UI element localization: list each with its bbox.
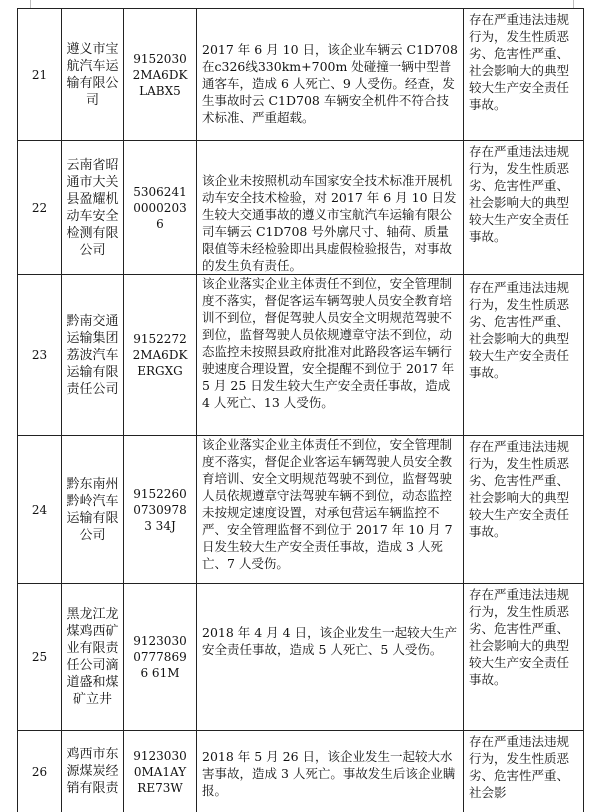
table-row <box>18 584 584 731</box>
credit-code: 91522722MA6DKERGXG <box>124 275 197 436</box>
company-name: 黑龙江龙煤鸡西矿业有限责任公司滴道盛和煤矿立井 <box>62 584 124 731</box>
row-number: 25 <box>18 584 62 731</box>
credit-code: 91520302MA6DKLABX5 <box>124 9 197 141</box>
violation-finding: 存在严重违法违规行为，发生性质恶劣、危害性严重、社会影响大的典型较大生产安全责任事故。 <box>464 584 584 731</box>
row-number: 22 <box>18 141 62 275</box>
table-row <box>18 731 584 812</box>
company-name: 遵义市宝航汽车运输有限公司 <box>62 9 124 141</box>
company-name: 云南省昭通市大关县盈耀机动车安全检测有限公司 <box>62 141 124 275</box>
table-row <box>18 275 584 436</box>
row-number: 24 <box>18 436 62 584</box>
credit-code: 912303007778696 61M <box>124 584 197 731</box>
credit-code: 530624100002036 <box>124 141 197 275</box>
table-row <box>18 141 584 275</box>
page-corner-mark-right <box>573 0 584 8</box>
incident-description: 该企业未按照机动车国家安全技术标准开展机动车安全技术检验，对 2017 年 6 月 10 日发生较大交通事故的遵义市宝航汽车运输有限公司车辆云 C1D708 号外廓尺寸、轴荷、质量限值等未经检验即出具虚假检验报告，对事故的发生负有责任。 <box>197 141 464 275</box>
page-corner-mark-left <box>18 0 31 8</box>
violation-finding: 存在严重违法违规行为，发生性质恶劣、危害性严重、社会影响大的典型较大生产安全责任事故。 <box>464 141 584 275</box>
row-number: 21 <box>18 9 62 141</box>
company-name: 黔南交通运输集团荔波汽车运输有限责任公司 <box>62 275 124 436</box>
credit-code: 915226007309783 34J <box>124 436 197 584</box>
table-row <box>18 9 584 141</box>
blacklist-table <box>17 8 584 812</box>
company-name: 鸡西市东源煤炭经销有限责 <box>62 731 124 812</box>
incident-description: 2017 年 6 月 10 日，该企业车辆云 C1D708 在c326线330km+700m 处碰撞一辆中型普通客车，造成 6 人死亡、9 人受伤。经查，发生事故时云 C1D708 车辆安全机件不符合技术标准、严重超载。 <box>197 9 464 141</box>
company-name: 黔东南州黔岭汽车运输有限公司 <box>62 436 124 584</box>
incident-description: 2018 年 4 月 4 日，该企业发生一起较大生产安全责任事故，造成 5 人死亡、5 人受伤。 <box>197 584 464 731</box>
violation-finding: 存在严重违法违规行为，发生性质恶劣、危害性严重、社会影响大的典型较大生产安全责任事故。 <box>464 9 584 141</box>
incident-description: 该企业落实企业主体责任不到位，安全管理制度不落实，督促企业客运车辆驾驶人员安全教育培训、安全文明规范驾驶不到位，监督驾驶人员依规遵章守法驾驶车辆不到位，动态监控未按规定速度设置，对承包营运车辆监控不严、安全管理监督不到位于 2017 年 10 月 7 日发生较大生产安全责任事故，造成 3 人死亡、7 人受伤。 <box>197 436 464 584</box>
violation-finding: 存在严重违法违规行为，发生性质恶劣、危害性严重、社会影响大的典型较大生产安全责任事故。 <box>464 275 584 436</box>
incident-description: 2018 年 5 月 26 日，该企业发生一起较大水害事故，造成 3 人死亡。事故发生后该企业瞒报。 <box>197 731 464 812</box>
credit-code: 91230300MA1AYRE73W <box>124 731 197 812</box>
row-number: 23 <box>18 275 62 436</box>
incident-description: 该企业落实企业主体责任不到位，安全管理制度不落实，督促客运车辆驾驶人员安全教育培训不到位，督促驾驶人员安全文明规范驾驶不到位，监督驾驶人员依规遵章守法不到位，动态监控未按照县政府批准对此路段客运车辆行驶速度合理设置，安全提醒不到位于 2017 年 5 月 25 日发生较大生产安全责任事故，造成 4 人死亡、13 人受伤。 <box>197 275 464 436</box>
violation-finding: 存在严重违法违规行为，发生性质恶劣、危害性严重、社会影响大的典型较大生产安全责任事故。 <box>464 436 584 584</box>
table-row <box>18 436 584 584</box>
row-number: 26 <box>18 731 62 812</box>
violation-finding: 存在严重违法违规行为，发生性质恶劣、危害性严重、社会影 <box>464 731 584 812</box>
